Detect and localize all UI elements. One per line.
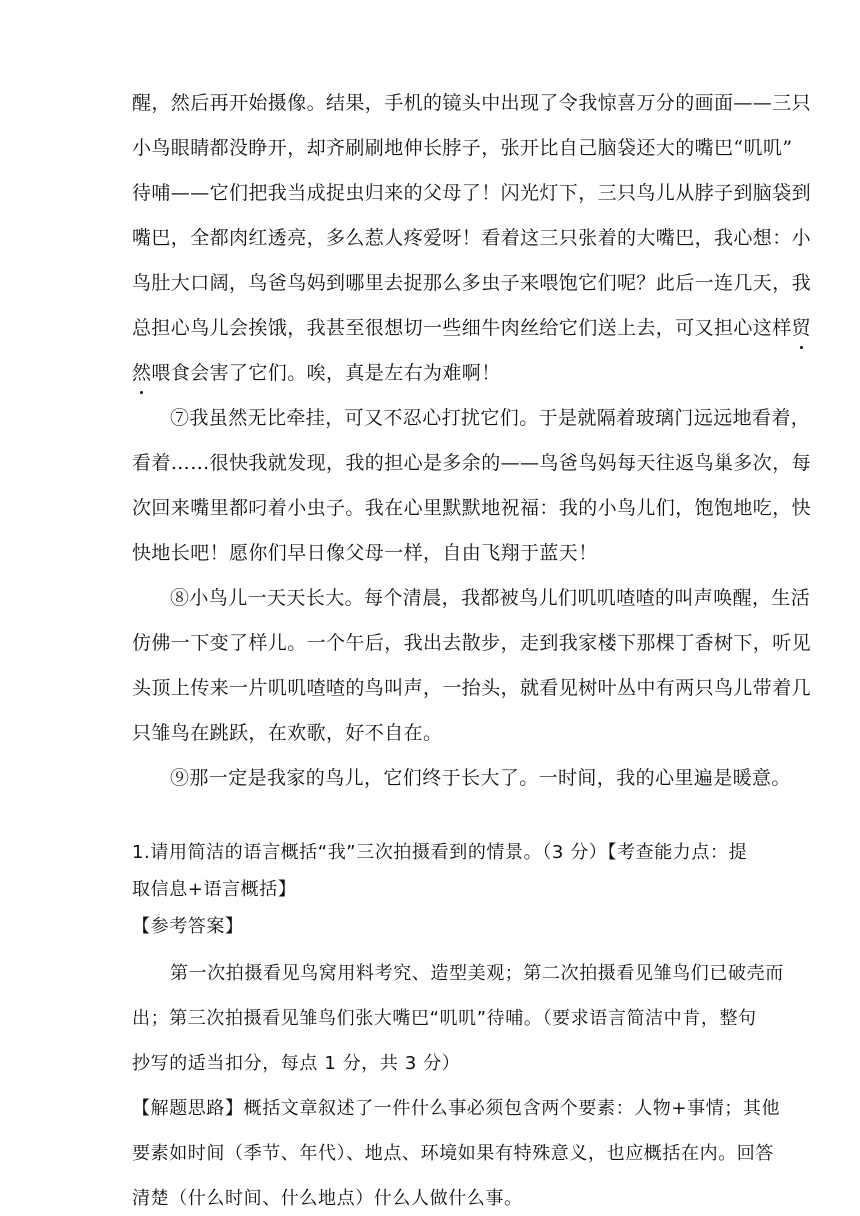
- story-line: 鸟肚大口阔，鸟爸鸟妈到哪里去捉那么多虫子来喂饱它们呢？此后一连几天，我: [132, 272, 812, 294]
- answer-heading: 【参考答案】: [132, 916, 244, 937]
- method-line: [132, 1094, 781, 1124]
- story-text: 总担心鸟儿会挨饿，我甚至很想切一些细牛肉丝给它们送上去，可又担心这样: [132, 317, 792, 339]
- story-line: 嘴巴，全都肉红透亮，多么惹人疼爱呀！看着这三只张着的大嘴巴，我心想：小: [132, 227, 812, 249]
- method-text: 概括文章叙述了一件什么事必须包含两个要素：人物+事情；其他: [243, 1098, 781, 1119]
- answer-line: 出；第三次拍摄看见雏鸟们张大嘴巴“叽叽”待哺。（要求语言简洁中肯，整句: [132, 1008, 757, 1029]
- method-heading: 【解题思路】: [132, 1098, 244, 1119]
- story-line: 仿佛一下变了样儿。一个午后，我出去散步，走到我家楼下那棵丁香树下，听见: [132, 632, 812, 654]
- answer-line: 抄写的适当扣分，每点 1 分，共 3 分）: [132, 1053, 461, 1074]
- emphasis-dot-char: 贸: [792, 313, 811, 343]
- story-line: 头顶上传来一片叽叽喳喳的鸟叫声，一抬头，就看见树叶丛中有两只鸟儿带着几: [132, 677, 812, 699]
- story-line: 看着……很快我就发现，我的担心是多余的——鸟爸鸟妈每天往返鸟巢多次，每: [132, 452, 812, 474]
- emphasis-dot-char: 然: [132, 358, 151, 388]
- story-text: 喂食会害了它们。唉，真是左右为难啊！: [151, 362, 501, 384]
- story-line: ⑨那一定是我家的鸟儿，它们终于长大了。一时间，我的心里遍是暖意。: [170, 767, 791, 789]
- story-line: 只雏鸟在跳跃，在欢歌，好不自在。: [132, 722, 443, 744]
- answer-line: 第一次拍摄看见鸟窝用料考究、造型美观；第二次拍摄看见雏鸟们已破壳而: [170, 963, 784, 984]
- story-line: ⑦我虽然无比牵挂，可又不忍心打扰它们。于是就隔着玻璃门远远地看着，: [170, 407, 811, 429]
- story-line: 次回来嘴里都叼着小虫子。我在心里默默地祝福：我的小鸟儿们，饱饱地吃，快: [132, 497, 812, 519]
- method-line: 清楚（什么时间、什么地点）什么人做什么事。: [132, 1188, 523, 1209]
- method-line: 要素如时间（季节、年代）、地点、环境如果有特殊意义，也应概括在内。回答: [132, 1143, 774, 1164]
- story-line: 醒，然后再开始摄像。结果，手机的镜头中出现了令我惊喜万分的画面——三只: [132, 92, 812, 114]
- story-line: 小鸟眼睛都没睁开，却齐刷刷地伸长脖子，张开比自己脑袋还大的嘴巴“叽叽”: [132, 137, 793, 159]
- question-title-cont: 取信息+语言概括】: [132, 879, 297, 900]
- story-line: 快地长吧！愿你们早日像父母一样，自由飞翔于蓝天！: [132, 542, 598, 564]
- story-line: ⑧小鸟儿一天天长大。每个清晨，我都被鸟儿们叽叽喳喳的叫声唤醒，生活: [170, 587, 811, 609]
- story-line: 待哺——它们把我当成捉虫归来的父母了！闪光灯下，三只鸟儿从脖子到脑袋到: [132, 182, 812, 204]
- story-line: [132, 358, 732, 388]
- story-line: [132, 313, 812, 343]
- question-title: 1.请用简洁的语言概括“我”三次拍摄看到的情景。（3 分）【考查能力点：提: [132, 842, 748, 863]
